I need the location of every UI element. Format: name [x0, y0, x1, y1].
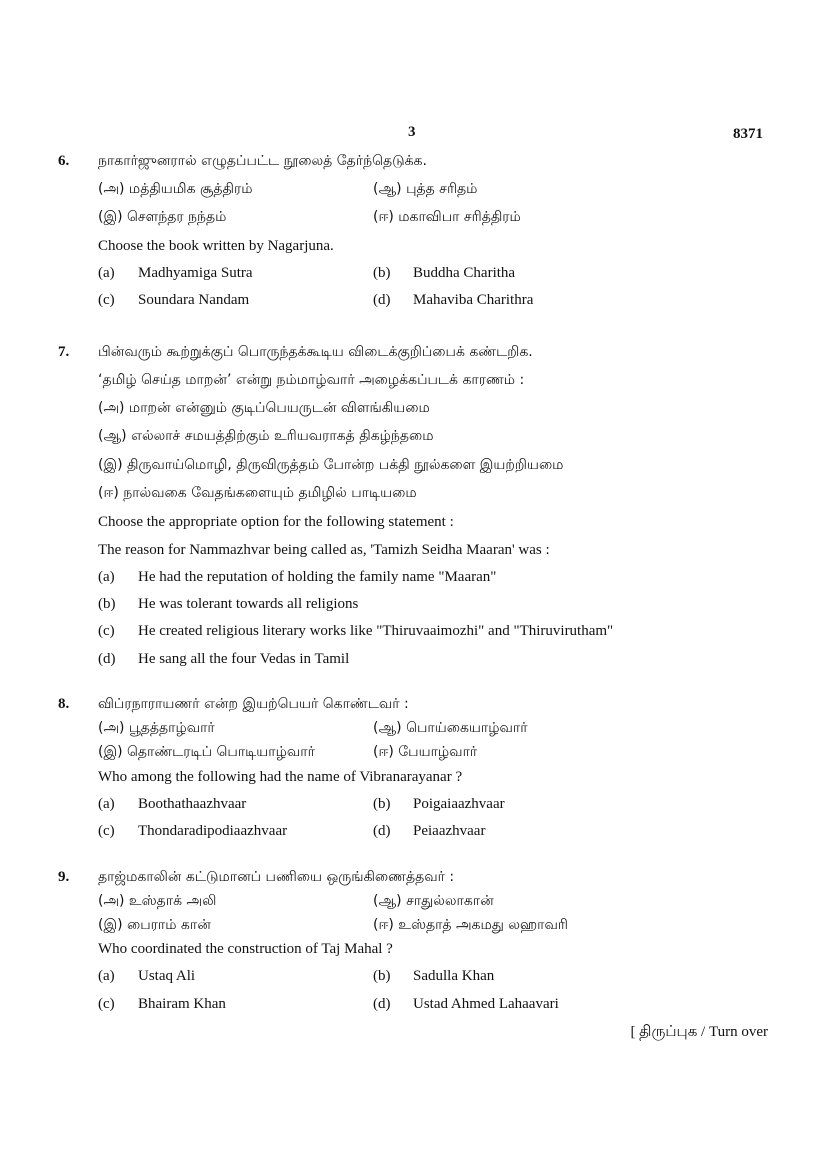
question-text-english: Choose the book written by Nagarjuna. [98, 238, 334, 254]
option-label: (b) [98, 596, 116, 612]
tamil-option: (அ) உஸ்தாக் அலி [98, 893, 217, 909]
question-number: 8. [58, 696, 70, 712]
option-text: Ustaq Ali [138, 968, 196, 984]
option-label: (a) [98, 569, 115, 585]
option-label: (b) [373, 265, 391, 281]
tamil-option: (அ) மாறன் என்னும் குடிப்பெயருடன் விளங்கியமை [98, 400, 430, 416]
option-b [373, 968, 494, 985]
paper-code: 8371 [733, 126, 763, 142]
option-text: Poigaiaazhvaar [413, 796, 505, 812]
question-number: 9. [58, 869, 70, 885]
tamil-option: (இ) பைராம் கான் [98, 917, 211, 933]
option-a [98, 968, 195, 985]
question-text-english: Who coordinated the construction of Taj Mahal ? [98, 941, 393, 957]
option-label: (d) [98, 651, 116, 667]
option-b [98, 596, 358, 613]
question-statement-english: The reason for Nammazhvar being called as, 'Tamizh Seidha Maaran' was : [98, 542, 550, 558]
option-label: (c) [98, 996, 115, 1012]
option-b [373, 265, 515, 282]
option-c [98, 823, 287, 840]
option-label: (a) [98, 796, 115, 812]
tamil-option: (ஈ) உஸ்தாத் அகமது லஹாவரி [373, 917, 568, 933]
question-text-tamil: பின்வரும் கூற்றுக்குப் பொருந்தக்கூடிய விடைக்குறிப்பைக் கண்டறிக. [98, 344, 533, 360]
tamil-option: (அ) பூதத்தாழ்வார் [98, 720, 215, 736]
option-label: (a) [98, 265, 115, 281]
option-text: Boothathaazhvaar [138, 796, 247, 812]
option-b [373, 796, 505, 813]
question-text-english: Choose the appropriate option for the following statement : [98, 514, 454, 530]
page-number: 3 [408, 124, 416, 140]
option-text: He sang all the four Vedas in Tamil [138, 651, 350, 667]
option-d [373, 292, 533, 309]
option-a [98, 796, 246, 813]
question-number: 7. [58, 344, 70, 360]
option-label: (b) [373, 968, 391, 984]
tamil-option: (ஈ) மகாவிபா சரித்திரம் [373, 209, 521, 225]
question-text-tamil: நாகார்ஜுனரால் எழுதப்பட்ட நூலைத் தேர்ந்தெடுக்க. [98, 153, 427, 169]
option-d [98, 651, 349, 668]
tamil-option: (ஆ) பொய்கையாழ்வார் [373, 720, 528, 736]
tamil-option: (இ) தொண்டரடிப் பொடியாழ்வார் [98, 744, 315, 760]
question-statement-tamil: ‘தமிழ் செய்த மாறன்’ என்று நம்மாழ்வார் அழைக்கப்படக் காரணம் : [98, 372, 525, 388]
tamil-option: (இ) திருவாய்மொழி, திருவிருத்தம் போன்ற பக்தி நூல்களை இயற்றியமை [98, 457, 564, 473]
tamil-option: (ஆ) சாதுல்லாகான் [373, 893, 494, 909]
option-text: Madhyamiga Sutra [138, 265, 253, 281]
tamil-option: (அ) மத்தியமிக சூத்திரம் [98, 181, 253, 197]
question-text-english: Who among the following had the name of Vibranarayanar ? [98, 769, 463, 785]
option-text: Peiaazhvaar [413, 823, 486, 839]
question-number: 6. [58, 153, 70, 169]
option-label: (c) [98, 292, 115, 308]
option-text: He created religious literary works like "Thiruvaaimozhi" and "Thiruvirutham" [138, 623, 614, 639]
tamil-option: (ஈ) பேயாழ்வார் [373, 744, 478, 760]
option-text: He was tolerant towards all religions [138, 596, 359, 612]
option-text: He had the reputation of holding the family name "Maaran" [138, 569, 497, 585]
option-d [373, 996, 559, 1013]
option-label: (d) [373, 292, 391, 308]
option-text: Sadulla Khan [413, 968, 495, 984]
tamil-option: (ஆ) புத்த சரிதம் [373, 181, 478, 197]
option-label: (d) [373, 996, 391, 1012]
option-label: (b) [373, 796, 391, 812]
tamil-option: (ஈ) நால்வகை வேதங்களையும் தமிழில் பாடியமை [98, 485, 417, 501]
option-text: Buddha Charitha [413, 265, 516, 281]
option-a [98, 265, 253, 282]
option-label: (a) [98, 968, 115, 984]
question-text-tamil: தாஜ்மகாலின் கட்டுமானப் பணியை ஒருங்கிணைத்தவர் : [98, 869, 455, 885]
option-c [98, 623, 613, 640]
option-text: Ustad Ahmed Lahaavari [413, 996, 559, 1012]
option-label: (c) [98, 823, 115, 839]
option-label: (d) [373, 823, 391, 839]
option-label: (c) [98, 623, 115, 639]
option-c [98, 292, 249, 309]
option-c [98, 996, 226, 1013]
turn-over-note: [ திருப்புக / Turn over [630, 1024, 768, 1040]
question-text-tamil: விப்ரநாராயணர் என்ற இயற்பெயர் கொண்டவர் : [98, 696, 409, 712]
tamil-option: (இ) சௌந்தர நந்தம் [98, 209, 227, 225]
option-d [373, 823, 485, 840]
option-text: Mahaviba Charithra [413, 292, 534, 308]
option-text: Soundara Nandam [138, 292, 250, 308]
option-text: Bhairam Khan [138, 996, 226, 1012]
option-text: Thondaradipodiaazhvaar [138, 823, 288, 839]
tamil-option: (ஆ) எல்லாச் சமயத்திற்கும் உரியவராகத் திகழ்ந்தமை [98, 428, 434, 444]
option-a [98, 569, 496, 586]
